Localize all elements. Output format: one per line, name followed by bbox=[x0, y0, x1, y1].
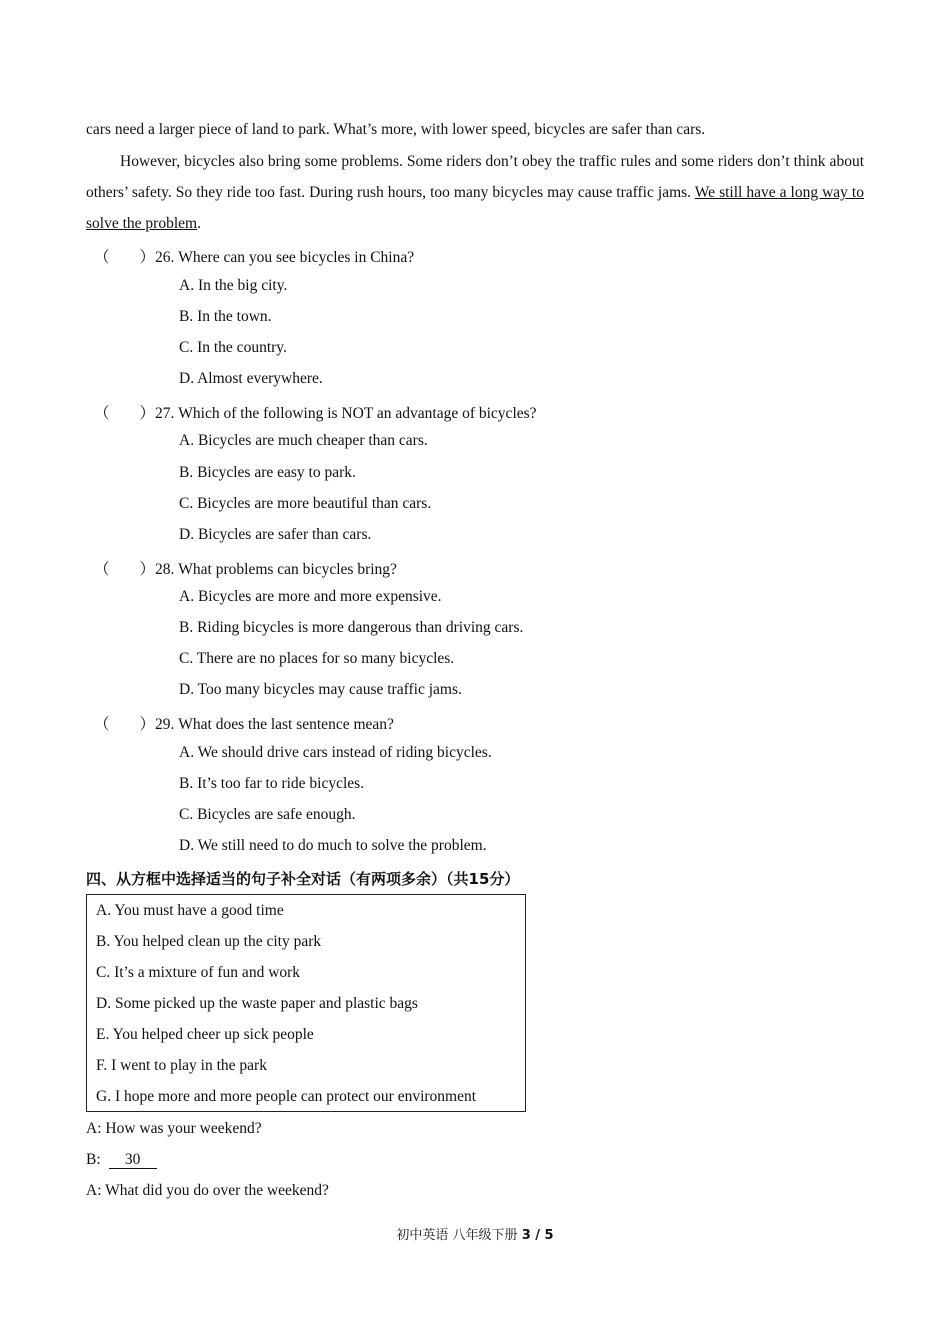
passage-line: cars need a larger piece of land to park. What’s more, with lower speed, bicycles are safer than cars. bbox=[86, 121, 706, 138]
option: B. Bicycles are easy to park. bbox=[179, 464, 356, 481]
box-item: D. Some picked up the waste paper and plastic bags bbox=[96, 995, 418, 1012]
question-text: 29. What does the last sentence mean? bbox=[155, 716, 394, 733]
page-footer bbox=[0, 1224, 950, 1243]
box-item: F. I went to play in the park bbox=[96, 1057, 267, 1074]
dialogue-line: A: How was your weekend? bbox=[86, 1120, 262, 1137]
underlined-sentence: We still have a long way to solve the problem bbox=[86, 184, 864, 232]
section-title: 四、从方框中选择适当的句子补全对话（有两项多余）（共15分） bbox=[86, 870, 520, 888]
passage-paragraph-text: However, bicycles also bring some problems. Some riders don’t obey the traffic rules and some riders don’t think about others’ safety. So they ride too fast. During rush hours, too many bicycles may cause traffic jams. bbox=[86, 153, 864, 201]
answer-blank[interactable]: 30 bbox=[109, 1152, 157, 1169]
footer-text: 初中英语 八年级下册 bbox=[396, 1228, 522, 1243]
answer-paren-open: （ bbox=[94, 249, 110, 266]
option: B. In the town. bbox=[179, 308, 272, 325]
option: A. Bicycles are more and more expensive. bbox=[179, 588, 442, 605]
option: A. In the big city. bbox=[179, 277, 288, 294]
question-text: 27. Which of the following is NOT an advantage of bicycles? bbox=[155, 405, 537, 422]
answer-paren-close: ） bbox=[139, 716, 156, 733]
option: D. Almost everywhere. bbox=[179, 370, 323, 387]
option: C. Bicycles are more beautiful than cars. bbox=[179, 495, 432, 512]
question-26 bbox=[94, 245, 414, 267]
answer-paren-close: ） bbox=[139, 405, 156, 422]
option: B. It’s too far to ride bicycles. bbox=[179, 775, 365, 792]
question-27 bbox=[94, 401, 537, 423]
option: A. Bicycles are much cheaper than cars. bbox=[179, 432, 428, 449]
box-item: E. You helped cheer up sick people bbox=[96, 1026, 314, 1043]
option: B. Riding bicycles is more dangerous than driving cars. bbox=[179, 619, 524, 636]
sentence-choice-box bbox=[86, 894, 526, 1112]
answer-paren-open: （ bbox=[94, 716, 110, 733]
passage-paragraph bbox=[86, 146, 864, 239]
option: A. We should drive cars instead of riding bicycles. bbox=[179, 744, 492, 761]
box-item: C. It’s a mixture of fun and work bbox=[96, 964, 301, 981]
answer-paren-open: （ bbox=[94, 405, 110, 422]
answer-paren-open: （ bbox=[94, 561, 110, 578]
question-29 bbox=[94, 712, 394, 734]
option: D. Too many bicycles may cause traffic jams. bbox=[179, 681, 462, 698]
page-number: 3 / 5 bbox=[521, 1228, 554, 1243]
answer-paren-close: ） bbox=[139, 249, 156, 266]
dialogue-line: A: What did you do over the weekend? bbox=[86, 1182, 329, 1199]
answer-paren-close: ） bbox=[139, 561, 156, 578]
dialogue-line-blank bbox=[86, 1151, 157, 1169]
question-28 bbox=[94, 557, 397, 579]
option: D. Bicycles are safer than cars. bbox=[179, 526, 372, 543]
sentence-end: . bbox=[197, 215, 201, 232]
option: D. We still need to do much to solve the problem. bbox=[179, 837, 487, 854]
option: C. There are no places for so many bicycles. bbox=[179, 650, 455, 667]
option: C. Bicycles are safe enough. bbox=[179, 806, 356, 823]
box-item: B. You helped clean up the city park bbox=[96, 933, 322, 950]
box-item: A. You must have a good time bbox=[96, 902, 284, 919]
speaker-label: B: bbox=[86, 1151, 101, 1168]
option: C. In the country. bbox=[179, 339, 287, 356]
question-text: 26. Where can you see bicycles in China? bbox=[155, 249, 415, 266]
box-item: G. I hope more and more people can protect our environment bbox=[96, 1088, 477, 1105]
question-text: 28. What problems can bicycles bring? bbox=[155, 561, 397, 578]
